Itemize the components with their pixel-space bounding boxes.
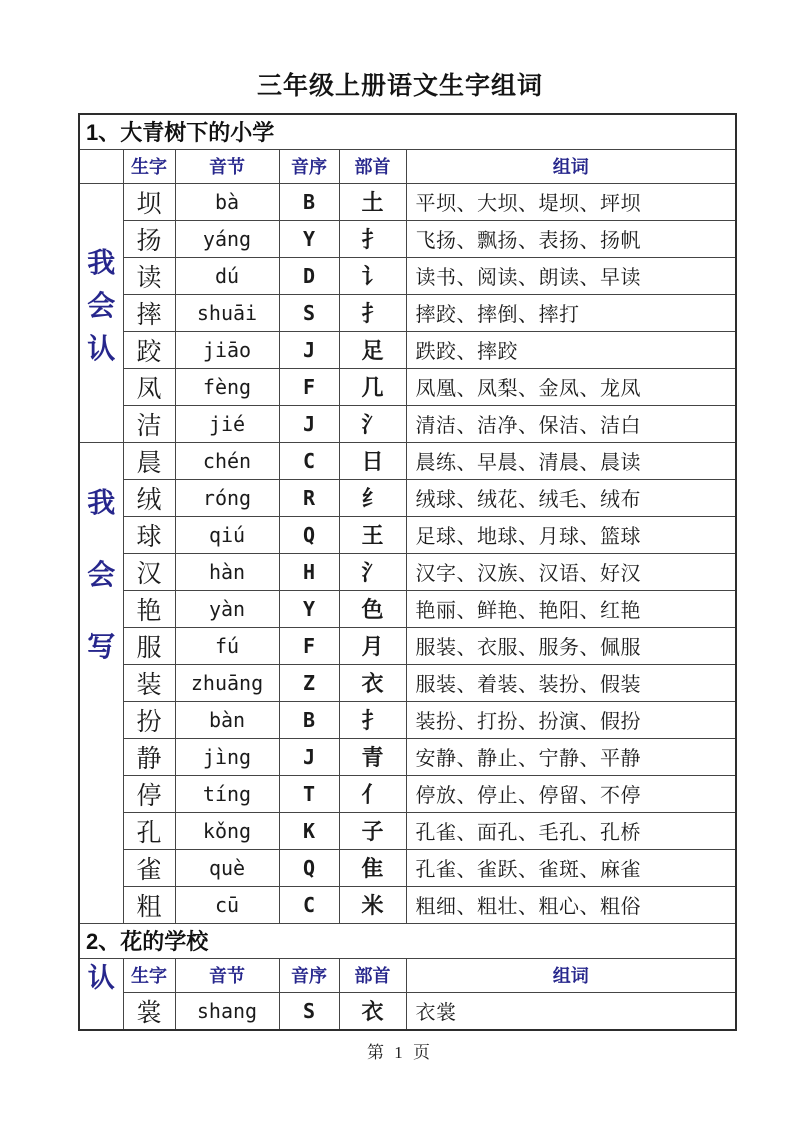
vocab-row: [79, 886, 736, 923]
radical-cell: 氵: [339, 405, 406, 442]
radical-cell: 衣: [339, 664, 406, 701]
vocab-row: [79, 220, 736, 257]
vocab-row: [79, 479, 736, 516]
char-cell: 雀: [123, 849, 175, 886]
vocab-row: [79, 368, 736, 405]
radical-cell: 氵: [339, 553, 406, 590]
vocab-row: [79, 405, 736, 442]
char-cell: 晨: [123, 442, 175, 479]
vocab-row: [79, 849, 736, 886]
words-cell: 服装、衣服、服务、佩服: [406, 627, 736, 664]
pinyin-cell: hàn: [175, 553, 279, 590]
pinyin-cell: què: [175, 849, 279, 886]
char-cell: 汉: [123, 553, 175, 590]
char-cell: 装: [123, 664, 175, 701]
vocab-row: [79, 553, 736, 590]
char-cell: 球: [123, 516, 175, 553]
initial-cell: Y: [279, 590, 339, 627]
radical-cell: 衣: [339, 992, 406, 1030]
radical-cell: 米: [339, 886, 406, 923]
vocab-row: [79, 590, 736, 627]
char-cell: 洁: [123, 405, 175, 442]
pinyin-cell: jiāo: [175, 331, 279, 368]
vocab-row: [79, 701, 736, 738]
vocab-row: [79, 183, 736, 220]
column-header: 音序: [279, 958, 339, 992]
initial-cell: K: [279, 812, 339, 849]
char-cell: 孔: [123, 812, 175, 849]
radical-cell: 亻: [339, 775, 406, 812]
column-header: 生字: [123, 149, 175, 183]
radical-cell: 足: [339, 331, 406, 368]
vocab-row: [79, 812, 736, 849]
words-cell: 凤凰、凤梨、金凤、龙凤: [406, 368, 736, 405]
initial-cell: T: [279, 775, 339, 812]
pinyin-cell: róng: [175, 479, 279, 516]
pinyin-cell: zhuāng: [175, 664, 279, 701]
words-cell: 装扮、打扮、扮演、假扮: [406, 701, 736, 738]
words-cell: 足球、地球、月球、篮球: [406, 516, 736, 553]
radical-cell: 青: [339, 738, 406, 775]
column-header: 组词: [406, 958, 736, 992]
pinyin-cell: fú: [175, 627, 279, 664]
char-cell: 绒: [123, 479, 175, 516]
vocab-row: [79, 442, 736, 479]
vocab-table-body: [79, 114, 736, 1030]
pinyin-cell: dú: [175, 257, 279, 294]
radical-cell: 扌: [339, 701, 406, 738]
words-cell: 清洁、洁净、保洁、洁白: [406, 405, 736, 442]
pinyin-cell: yàn: [175, 590, 279, 627]
column-header: 部首: [339, 958, 406, 992]
initial-cell: Y: [279, 220, 339, 257]
char-cell: 裳: [123, 992, 175, 1030]
char-cell: 艳: [123, 590, 175, 627]
section-title: 1、大青树下的小学: [79, 114, 736, 149]
char-cell: 静: [123, 738, 175, 775]
radical-cell: 子: [339, 812, 406, 849]
char-cell: 扮: [123, 701, 175, 738]
pinyin-cell: qiú: [175, 516, 279, 553]
words-cell: 艳丽、鲜艳、艳阳、红艳: [406, 590, 736, 627]
words-cell: 飞扬、飘扬、表扬、扬帆: [406, 220, 736, 257]
vocab-row: [79, 738, 736, 775]
pinyin-cell: bàn: [175, 701, 279, 738]
char-cell: 摔: [123, 294, 175, 331]
initial-cell: D: [279, 257, 339, 294]
group-label: 我会写: [87, 487, 116, 663]
pinyin-cell: kǒng: [175, 812, 279, 849]
initial-cell: C: [279, 442, 339, 479]
column-header: 组词: [406, 149, 736, 183]
initial-cell: J: [279, 331, 339, 368]
char-cell: 坝: [123, 183, 175, 220]
words-cell: 粗细、粗壮、粗心、粗俗: [406, 886, 736, 923]
initial-cell: C: [279, 886, 339, 923]
page-footer: 第 1 页: [367, 1043, 433, 1062]
vocab-row: [79, 627, 736, 664]
column-header: 音节: [175, 958, 279, 992]
initial-cell: J: [279, 405, 339, 442]
radical-cell: 扌: [339, 220, 406, 257]
radical-cell: 纟: [339, 479, 406, 516]
words-cell: 摔跤、摔倒、摔打: [406, 294, 736, 331]
initial-cell: F: [279, 368, 339, 405]
page-title: 三年级上册语文生字组词: [256, 72, 543, 100]
group-label: 我会认: [87, 247, 116, 365]
radical-cell: 几: [339, 368, 406, 405]
char-cell: 扬: [123, 220, 175, 257]
words-cell: 绒球、绒花、绒毛、绒布: [406, 479, 736, 516]
words-cell: 汉字、汉族、汉语、好汉: [406, 553, 736, 590]
column-header: 音序: [279, 149, 339, 183]
section-header-row: [79, 923, 736, 958]
radical-cell: 色: [339, 590, 406, 627]
words-cell: 晨练、早晨、清晨、晨读: [406, 442, 736, 479]
section-header-row: [79, 114, 736, 149]
words-cell: 安静、静止、宁静、平静: [406, 738, 736, 775]
vocab-row: [79, 257, 736, 294]
section-title: 2、花的学校: [79, 923, 736, 958]
char-cell: 服: [123, 627, 175, 664]
column-header-row: [79, 149, 736, 183]
column-header: 生字: [123, 958, 175, 992]
column-header-row: [79, 958, 736, 992]
radical-cell: 隹: [339, 849, 406, 886]
vocab-row: [79, 294, 736, 331]
char-cell: 跤: [123, 331, 175, 368]
radical-cell: 土: [339, 183, 406, 220]
char-cell: 停: [123, 775, 175, 812]
words-cell: 平坝、大坝、堤坝、坪坝: [406, 183, 736, 220]
group-label-cell: [79, 183, 123, 442]
words-cell: 孔雀、面孔、毛孔、孔桥: [406, 812, 736, 849]
group-label: 认: [87, 962, 115, 993]
pinyin-cell: shuāi: [175, 294, 279, 331]
pinyin-cell: yáng: [175, 220, 279, 257]
radical-cell: 扌: [339, 294, 406, 331]
label-spacer-cell: [79, 149, 123, 183]
pinyin-cell: bà: [175, 183, 279, 220]
initial-cell: Q: [279, 849, 339, 886]
initial-cell: R: [279, 479, 339, 516]
char-cell: 读: [123, 257, 175, 294]
radical-cell: 讠: [339, 257, 406, 294]
words-cell: 跌跤、摔跤: [406, 331, 736, 368]
pinyin-cell: jié: [175, 405, 279, 442]
initial-cell: Q: [279, 516, 339, 553]
vocab-row: [79, 664, 736, 701]
group-label-cell: [79, 958, 123, 1030]
pinyin-cell: tíng: [175, 775, 279, 812]
char-cell: 粗: [123, 886, 175, 923]
initial-cell: S: [279, 294, 339, 331]
pinyin-cell: cū: [175, 886, 279, 923]
initial-cell: S: [279, 992, 339, 1030]
char-cell: 凤: [123, 368, 175, 405]
pinyin-cell: chén: [175, 442, 279, 479]
initial-cell: B: [279, 183, 339, 220]
column-header: 音节: [175, 149, 279, 183]
words-cell: 服装、着装、装扮、假装: [406, 664, 736, 701]
column-header: 部首: [339, 149, 406, 183]
initial-cell: Z: [279, 664, 339, 701]
radical-cell: 月: [339, 627, 406, 664]
pinyin-cell: fèng: [175, 368, 279, 405]
words-cell: 孔雀、雀跃、雀斑、麻雀: [406, 849, 736, 886]
pinyin-cell: jìng: [175, 738, 279, 775]
radical-cell: 日: [339, 442, 406, 479]
words-cell: 衣裳: [406, 992, 736, 1030]
words-cell: 停放、停止、停留、不停: [406, 775, 736, 812]
initial-cell: H: [279, 553, 339, 590]
words-cell: 读书、阅读、朗读、早读: [406, 257, 736, 294]
group-label-cell: [79, 442, 123, 923]
initial-cell: F: [279, 627, 339, 664]
pinyin-cell: shang: [175, 992, 279, 1030]
vocab-row: [79, 331, 736, 368]
vocab-table: [78, 113, 737, 1031]
initial-cell: J: [279, 738, 339, 775]
vocab-row: [79, 775, 736, 812]
initial-cell: B: [279, 701, 339, 738]
radical-cell: 王: [339, 516, 406, 553]
vocab-row: [79, 516, 736, 553]
vocab-row: [79, 992, 736, 1030]
